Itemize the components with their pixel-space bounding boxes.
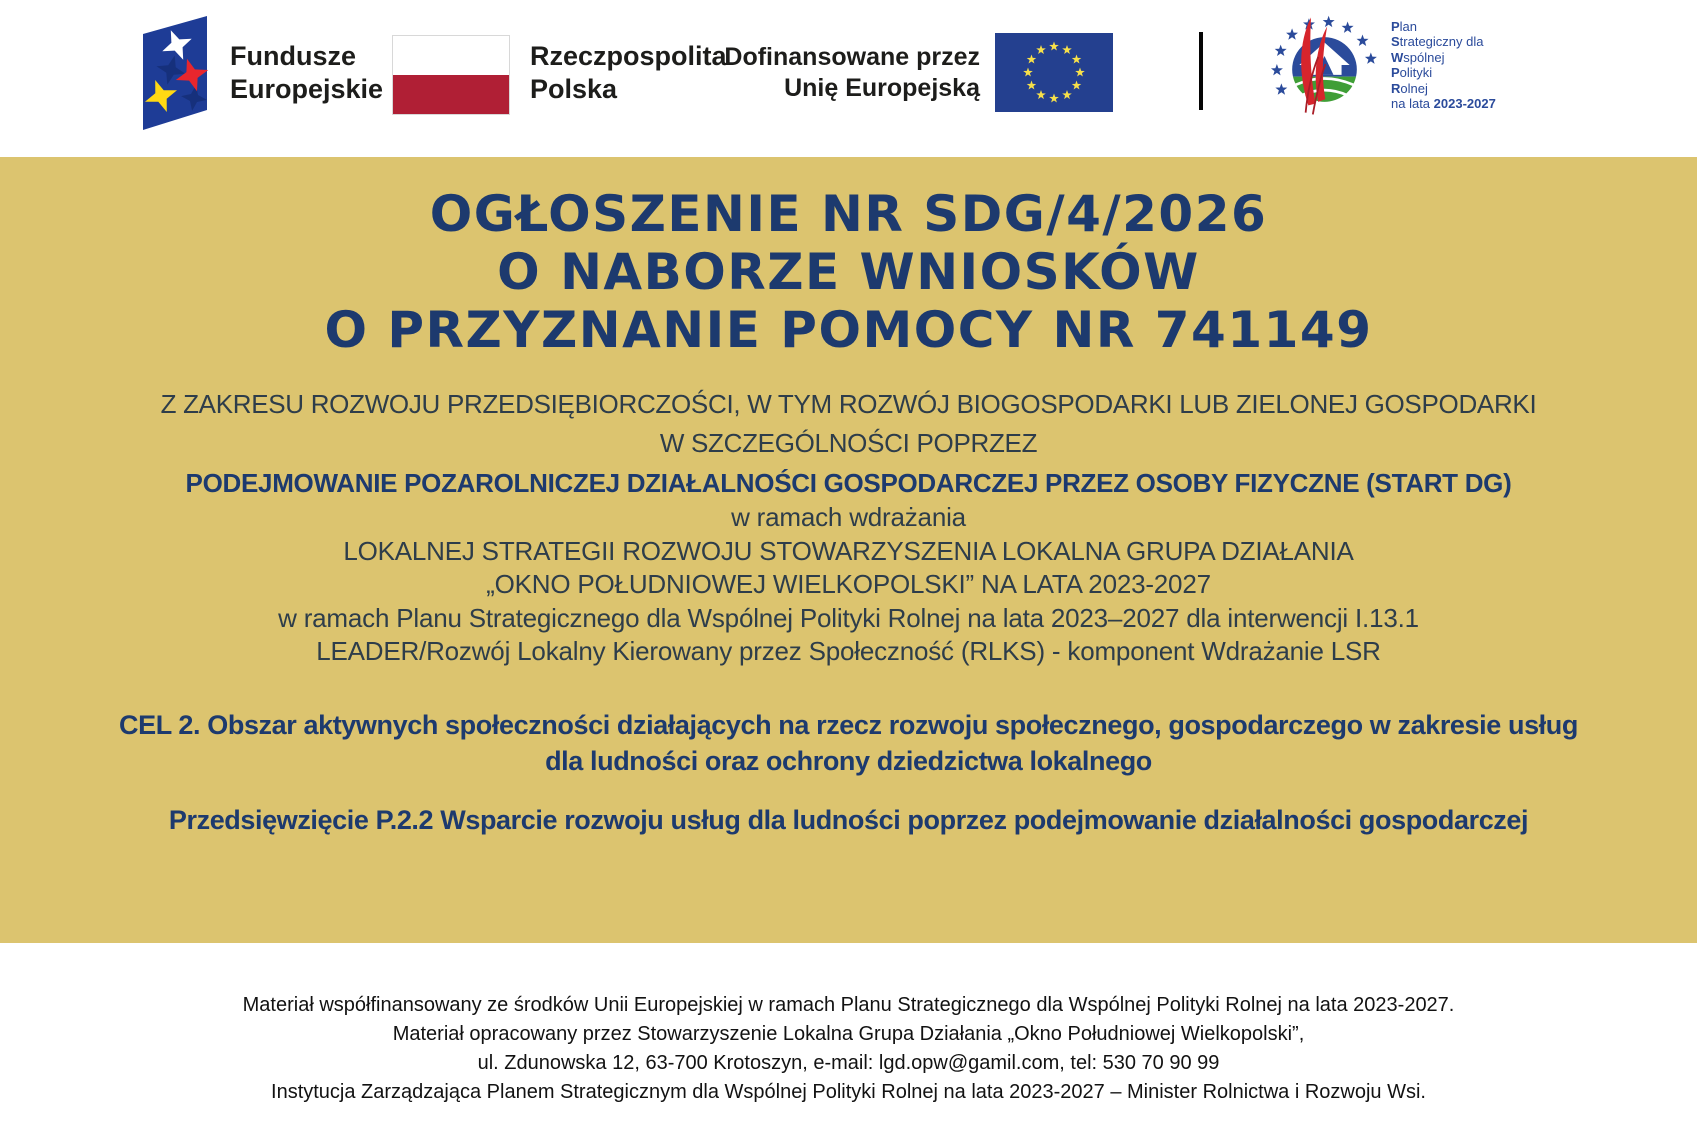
title-line3: O PRZYZNANIE POMOCY NR 741149 [324, 301, 1373, 359]
pl-flag-icon [392, 35, 510, 115]
title-line1: OGŁOSZENIE NR SDG/4/2026 [429, 185, 1268, 243]
leader-line: LEADER/Rozwój Lokalny Kierowany przez Społeczność (RLKS) - komponent Wdrażanie LSR [316, 636, 1381, 666]
plan-line: w ramach Planu Strategicznego dla Wspólnej Polityki Rolnej na lata 2023–2027 dla interwencji I.13.1 [278, 602, 1419, 633]
announcement-band [0, 157, 1697, 943]
logos-header [0, 0, 1697, 157]
pswpr-emblem-icon [1266, 12, 1383, 118]
fe-logo-label-line2: Europejskie [230, 74, 384, 104]
within-line: w ramach wdrażania [731, 502, 966, 532]
title-line2: O NABORZE WNIOSKÓW [497, 243, 1200, 301]
pl-logo-label-line1: Rzeczpospolita [530, 41, 727, 71]
pswpr-label-line3: Wspólnej [1391, 49, 1445, 65]
framework-text [0, 501, 1697, 669]
header-divider [1199, 32, 1203, 110]
eu-funding-label-line1: Dofinansowane przez [724, 43, 980, 71]
footer [0, 943, 1697, 1123]
pl-logo-label [530, 40, 727, 106]
pswpr-label-line6: na lata 2023-2027 [1391, 96, 1496, 111]
fe-logo-label [230, 40, 383, 106]
lsr-line1: LOKALNEJ STRATEGII ROZWOJU STOWARZYSZENIA LOKALNA GRUPA DZIAŁANIA [343, 535, 1354, 566]
announcement-title [0, 185, 1697, 359]
pswpr-logo-label [1391, 19, 1496, 112]
footer-line1: Materiał współfinansowany ze środków Unii Europejskiej w ramach Planu Strategicznego dla Wspólnej Polityki Rolnej na lata 2023-2027. [242, 994, 1455, 1016]
scope-text [0, 385, 1697, 463]
scope-line2: W SZCZEGÓLNOŚCI POPRZEZ [659, 428, 1038, 458]
pswpr-label-line1: Plan [1391, 18, 1418, 34]
project-line: Przedsięwzięcie P.2.2 Wsparcie rozwoju usług dla ludności poprzez podejmowanie działalności gospodarczej [168, 804, 1529, 835]
eu-flag [995, 33, 1113, 112]
scope-line1: Z ZAKRESU ROZWOJU PRZEDSIĘBIORCZOŚCI, W TYM ROZWÓJ BIOGOSPODARKI LUB ZIELONEJ GOSPODARKI [160, 389, 1537, 419]
lsr-line2: „OKNO POŁUDNIOWEJ WIELKOPOLSKI” NA LATA 2023-2027 [486, 569, 1211, 599]
pswpr-label-line5: Rolnej [1391, 80, 1428, 96]
pswpr-label-line2: Strategiczny dla [1391, 34, 1484, 49]
pl-logo-label-line2: Polska [530, 74, 618, 104]
fe-flag-icon [137, 12, 217, 134]
eu-flag-icon [995, 33, 1113, 112]
eu-funding-label [700, 42, 980, 104]
pswpr-logo [1266, 12, 1496, 118]
fe-logo [137, 12, 217, 134]
eu-funding-label-line2: Unię Europejską [784, 74, 980, 102]
footer-line4: Instytucja Zarządzająca Planem Strategicznym dla Wspólnej Polityki Rolnej na lata 2023-2027 – Minister Rolnictwa i Rozwoju Wsi. [271, 1081, 1426, 1103]
goal-line: CEL 2. Obszar aktywnych społeczności działających na rzecz rozwoju społecznego, gospodarczego w zakresie usług dla ludności oraz ochrony dziedzictwa lokalnego [119, 709, 1578, 776]
fe-logo-label-line1: Fundusze [230, 41, 356, 71]
footer-line3: ul. Zdunowska 12, 63-700 Krotoszyn, e-mail: lgd.opw@gamil.com, tel: 530 70 90 99 [477, 1052, 1220, 1074]
measure-line: PODEJMOWANIE POZAROLNICZEJ DZIAŁALNOŚCI GOSPODARCZEJ PRZEZ OSOBY FIZYCZNE (START DG) [185, 468, 1512, 498]
pswpr-label-line4: Polityki [1391, 65, 1433, 80]
footer-line2: Materiał opracowany przez Stowarzyszenie Lokalna Grupa Działania „Okno Południowej Wielkopolski”, [392, 1023, 1305, 1045]
